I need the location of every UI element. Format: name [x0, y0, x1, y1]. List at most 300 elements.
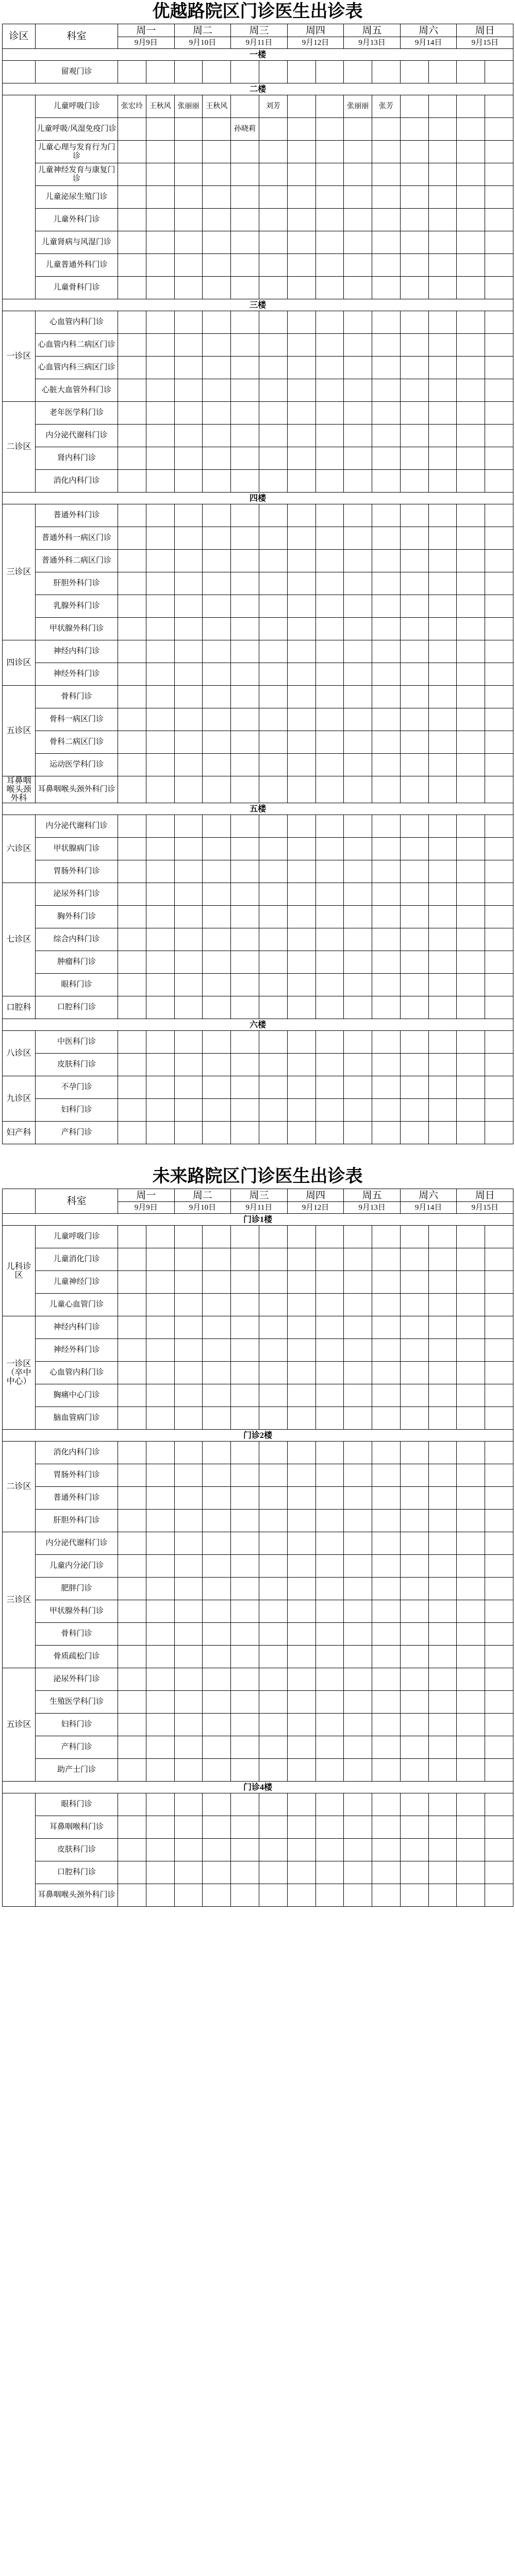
doctor-cell [485, 595, 513, 618]
doctor-cell [457, 754, 485, 776]
doctor-cell [146, 1362, 174, 1384]
dept-cell: 肥胖门诊 [36, 1578, 118, 1600]
doctor-cell [372, 357, 401, 379]
doctor-cell [118, 776, 146, 803]
doctor-cell [174, 163, 203, 186]
doctor-cell [428, 708, 457, 731]
doctor-cell [146, 1861, 174, 1884]
doctor-cell [287, 163, 315, 186]
doctor-cell [428, 572, 457, 595]
doctor-cell [344, 1691, 372, 1714]
doctor-cell [287, 1442, 315, 1464]
table-row [3, 334, 513, 357]
doctor-cell [315, 1226, 344, 1248]
floor-label: 门诊1楼 [3, 1214, 513, 1226]
doctor-cell [457, 1884, 485, 1907]
dept-cell: 内分泌代谢科门诊 [36, 425, 118, 447]
doctor-cell [259, 186, 287, 209]
doctor-cell [457, 572, 485, 595]
doctor-cell [174, 776, 203, 803]
doctor-cell [457, 527, 485, 550]
doctor-cell [203, 141, 231, 163]
doctor-cell [344, 640, 372, 663]
doctor-cell [118, 1884, 146, 1907]
doctor-cell [372, 1316, 401, 1339]
doctor-cell [231, 951, 259, 974]
doctor-cell [287, 838, 315, 860]
doctor-cell [118, 334, 146, 357]
doctor-cell [457, 1099, 485, 1122]
dept-cell: 产科门诊 [36, 1736, 118, 1759]
doctor-cell [485, 776, 513, 803]
doctor-cell [372, 708, 401, 731]
doctor-cell [203, 334, 231, 357]
table-row [3, 402, 513, 425]
doctor-cell [174, 1691, 203, 1714]
doctor-cell [400, 1271, 428, 1294]
doctor-cell [146, 1532, 174, 1555]
doctor-cell [400, 1884, 428, 1907]
doctor-cell [400, 1464, 428, 1487]
zone-cell [3, 95, 36, 299]
doctor-cell [203, 1816, 231, 1839]
doctor-cell [118, 1510, 146, 1532]
table-row [3, 254, 513, 277]
zone-cell: 一诊区（卒中中心） [3, 1316, 36, 1430]
doctor-cell [344, 527, 372, 550]
doctor-cell [315, 95, 344, 118]
doctor-cell [485, 1226, 513, 1248]
doctor-cell [118, 1793, 146, 1816]
doctor-cell [457, 1294, 485, 1316]
doctor-cell [457, 974, 485, 996]
doctor-cell [315, 447, 344, 470]
doctor-cell [344, 1122, 372, 1144]
doctor-cell [146, 776, 174, 803]
dept-cell: 综合内科门诊 [36, 928, 118, 951]
doctor-cell [174, 402, 203, 425]
doctor-cell [118, 1054, 146, 1076]
doctor-cell [344, 277, 372, 299]
doctor-cell [344, 1555, 372, 1578]
doctor-cell [174, 254, 203, 277]
doctor-cell [372, 1464, 401, 1487]
doctor-cell [146, 1623, 174, 1646]
doctor-cell [457, 1555, 485, 1578]
day-header: 周一 [118, 24, 175, 37]
doctor-cell [203, 708, 231, 731]
doctor-cell [118, 1861, 146, 1884]
dept-cell: 儿童消化门诊 [36, 1248, 118, 1271]
dept-cell: 妇科门诊 [36, 1714, 118, 1736]
doctor-cell [372, 815, 401, 838]
zone-cell: 耳鼻咽喉头颈外科 [3, 776, 36, 803]
floor-row [3, 83, 513, 95]
doctor-cell [174, 1031, 203, 1054]
doctor-cell [400, 595, 428, 618]
doctor-cell [203, 1714, 231, 1736]
doctor-cell [118, 550, 146, 572]
doctor-cell [457, 141, 485, 163]
doctor-cell [428, 1623, 457, 1646]
table-row [3, 1442, 513, 1464]
doctor-cell [174, 1464, 203, 1487]
doctor-cell [457, 402, 485, 425]
doctor-cell [344, 186, 372, 209]
schedule-title: 优越路院区门诊医生出诊表 [152, 2, 363, 21]
doctor-cell [259, 1122, 287, 1144]
doctor-cell [287, 1294, 315, 1316]
doctor-cell [203, 974, 231, 996]
doctor-cell [231, 1384, 259, 1407]
doctor-cell [485, 334, 513, 357]
doctor-cell [231, 1271, 259, 1294]
dept-cell: 普通外科门诊 [36, 504, 118, 527]
doctor-cell [428, 425, 457, 447]
table-row [3, 1714, 513, 1736]
doctor-cell [315, 425, 344, 447]
doctor-cell [287, 860, 315, 883]
doctor-cell [118, 1122, 146, 1144]
doctor-cell [315, 1578, 344, 1600]
doctor-cell [146, 1076, 174, 1099]
doctor-cell [287, 504, 315, 527]
doctor-cell [485, 1623, 513, 1646]
doctor-cell [372, 996, 401, 1019]
doctor-cell [259, 1031, 287, 1054]
doctor-cell [315, 1510, 344, 1532]
doctor-cell [118, 1623, 146, 1646]
doctor-cell [203, 1464, 231, 1487]
doctor-cell [259, 1248, 287, 1271]
doctor-cell [118, 254, 146, 277]
table-row [3, 776, 513, 803]
doctor-cell [118, 527, 146, 550]
doctor-cell [344, 379, 372, 402]
doctor-cell [146, 1271, 174, 1294]
doctor-cell [400, 61, 428, 83]
doctor-cell [259, 209, 287, 231]
doctor-cell [428, 118, 457, 141]
doctor-cell [259, 776, 287, 803]
doctor-cell [344, 254, 372, 277]
dept-cell: 儿童心理与发育行为门诊 [36, 141, 118, 163]
doctor-cell [118, 311, 146, 334]
doctor-cell [457, 1248, 485, 1271]
doctor-cell [400, 731, 428, 754]
doctor-cell [315, 1442, 344, 1464]
table-row [3, 1031, 513, 1054]
table-row [3, 974, 513, 996]
doctor-cell [344, 1226, 372, 1248]
table-row [3, 838, 513, 860]
doctor-cell [203, 776, 231, 803]
doctor-cell [457, 209, 485, 231]
doctor-cell [231, 1076, 259, 1099]
doctor-cell [231, 550, 259, 572]
doctor-cell [287, 1691, 315, 1714]
doctor-cell [174, 1076, 203, 1099]
doctor-cell [118, 1384, 146, 1407]
date-cell: 9月15日 [457, 37, 513, 49]
doctor-cell [146, 1294, 174, 1316]
zone-cell: 六诊区 [3, 815, 36, 883]
doctor-cell [203, 1339, 231, 1362]
doctor-cell [457, 1861, 485, 1884]
doctor-cell [174, 1600, 203, 1623]
doctor-cell [457, 1487, 485, 1510]
doctor-cell [457, 1464, 485, 1487]
doctor-cell [287, 1226, 315, 1248]
doctor-cell [344, 1578, 372, 1600]
doctor-cell [146, 357, 174, 379]
header-row [3, 1189, 513, 1202]
doctor-cell [231, 254, 259, 277]
doctor-cell [118, 1691, 146, 1714]
doctor-cell [457, 1384, 485, 1407]
doctor-cell [203, 1578, 231, 1600]
day-header: 周三 [231, 1189, 288, 1202]
table-row [3, 447, 513, 470]
doctor-cell [400, 1407, 428, 1430]
doctor-cell [344, 1714, 372, 1736]
doctor-cell [287, 379, 315, 402]
doctor-cell [400, 883, 428, 906]
dept-cell: 肝胆外科门诊 [36, 572, 118, 595]
doctor-cell [400, 277, 428, 299]
doctor-cell [259, 1646, 287, 1668]
doctor-cell [428, 1339, 457, 1362]
doctor-cell [457, 311, 485, 334]
doctor-cell [118, 815, 146, 838]
dept-cell: 胸痛中心门诊 [36, 1384, 118, 1407]
doctor-cell [315, 1362, 344, 1384]
doctor-cell [400, 1668, 428, 1691]
doctor-cell [372, 1646, 401, 1668]
doctor-cell [174, 379, 203, 402]
doctor-cell [372, 1714, 401, 1736]
doctor-cell [146, 141, 174, 163]
doctor-cell [457, 1226, 485, 1248]
doctor-cell [485, 1555, 513, 1578]
doctor-cell [146, 163, 174, 186]
day-header: 周一 [118, 1189, 175, 1202]
doctor-cell [428, 527, 457, 550]
doctor-cell [457, 550, 485, 572]
doctor-cell [485, 708, 513, 731]
doctor-cell [118, 1442, 146, 1464]
doctor-cell [203, 663, 231, 686]
doctor-cell [174, 1839, 203, 1861]
doctor-cell [428, 1532, 457, 1555]
doctor-cell [400, 951, 428, 974]
dept-cell: 心血管内科门诊 [36, 1362, 118, 1384]
zone-cell: 儿科诊区 [3, 1226, 36, 1316]
doctor-cell [287, 1487, 315, 1510]
table-row [3, 815, 513, 838]
doctor-cell [315, 141, 344, 163]
doctor-cell [400, 141, 428, 163]
doctor-cell [146, 1407, 174, 1430]
table-row [3, 731, 513, 754]
doctor-cell [287, 1407, 315, 1430]
doctor-cell [259, 1407, 287, 1430]
doctor-cell [231, 663, 259, 686]
doctor-cell [315, 618, 344, 640]
doctor-cell [372, 186, 401, 209]
doctor-cell [400, 754, 428, 776]
doctor-cell [315, 277, 344, 299]
doctor-cell [231, 1294, 259, 1316]
dept-cell: 甲状腺外科门诊 [36, 618, 118, 640]
doctor-cell [344, 1510, 372, 1532]
doctor-cell [315, 470, 344, 493]
doctor-cell [428, 1031, 457, 1054]
doctor-cell [315, 883, 344, 906]
doctor-cell [428, 1691, 457, 1714]
doctor-cell [315, 1839, 344, 1861]
doctor-cell [400, 1487, 428, 1510]
doctor-cell [372, 1736, 401, 1759]
doctor-cell [428, 815, 457, 838]
doctor-cell [400, 1054, 428, 1076]
doctor-cell [428, 686, 457, 708]
doctor-cell [457, 1054, 485, 1076]
doctor-cell [118, 379, 146, 402]
doctor-cell [428, 996, 457, 1019]
doctor-cell [315, 1248, 344, 1271]
doctor-cell [174, 731, 203, 754]
doctor-cell [400, 1736, 428, 1759]
doctor-cell [287, 974, 315, 996]
doctor-cell [344, 1668, 372, 1691]
floor-row [3, 49, 513, 61]
doctor-cell [315, 1736, 344, 1759]
doctor-cell [259, 1555, 287, 1578]
doctor-cell [372, 379, 401, 402]
doctor-cell [485, 928, 513, 951]
doctor-cell [118, 186, 146, 209]
doctor-cell [457, 663, 485, 686]
schedule-table [2, 24, 513, 1144]
doctor-cell [457, 860, 485, 883]
doctor-cell [457, 1816, 485, 1839]
doctor-cell [400, 928, 428, 951]
doctor-cell [118, 1532, 146, 1555]
doctor-cell [231, 1714, 259, 1736]
doctor-cell [231, 504, 259, 527]
doctor-cell [485, 1646, 513, 1668]
doctor-cell [344, 815, 372, 838]
doctor-cell [174, 951, 203, 974]
doctor-cell [428, 883, 457, 906]
doctor-cell [485, 1407, 513, 1430]
doctor-cell [259, 470, 287, 493]
doctor-cell [231, 595, 259, 618]
doctor-cell [287, 209, 315, 231]
floor-row [3, 1019, 513, 1031]
doctor-cell [344, 951, 372, 974]
doctor-cell [457, 928, 485, 951]
doctor-cell [428, 1442, 457, 1464]
day-header: 周五 [344, 24, 401, 37]
doctor-cell [372, 1555, 401, 1578]
doctor-cell [146, 663, 174, 686]
doctor-cell [174, 550, 203, 572]
table-row [3, 951, 513, 974]
table-row [3, 618, 513, 640]
doctor-cell [231, 708, 259, 731]
doctor-cell [485, 640, 513, 663]
doctor-cell [231, 1578, 259, 1600]
doctor-cell [428, 838, 457, 860]
doctor-cell [372, 1668, 401, 1691]
doctor-cell [146, 618, 174, 640]
dept-cell: 儿童心血管门诊 [36, 1294, 118, 1316]
floor-row [3, 1430, 513, 1442]
doctor-cell [315, 1759, 344, 1782]
doctor-cell [174, 1487, 203, 1510]
doctor-cell [259, 1271, 287, 1294]
doctor-cell [118, 141, 146, 163]
doctor-cell [287, 1464, 315, 1487]
doctor-cell [315, 550, 344, 572]
doctor-cell [372, 663, 401, 686]
day-header: 周二 [174, 24, 231, 37]
doctor-cell [146, 1736, 174, 1759]
doctor-cell [118, 1031, 146, 1054]
doctor-cell [315, 1407, 344, 1430]
doctor-cell [315, 209, 344, 231]
doctor-cell [428, 1884, 457, 1907]
doctor-cell [400, 504, 428, 527]
table-row [3, 470, 513, 493]
doctor-cell [372, 1076, 401, 1099]
doctor-cell [146, 1122, 174, 1144]
doctor-cell [372, 209, 401, 231]
dept-cell: 神经内科门诊 [36, 1316, 118, 1339]
doctor-cell [118, 974, 146, 996]
doctor-cell [231, 527, 259, 550]
table-row [3, 1646, 513, 1668]
doctor-cell [203, 595, 231, 618]
doctor-cell [259, 1668, 287, 1691]
table-row [3, 425, 513, 447]
doctor-cell [485, 1122, 513, 1144]
table-row [3, 1623, 513, 1646]
dept-cell: 口腔科门诊 [36, 1861, 118, 1884]
doctor-cell [400, 1714, 428, 1736]
doctor-cell [287, 1839, 315, 1861]
doctor-cell [118, 1407, 146, 1430]
doctor-cell [259, 1099, 287, 1122]
zone-header [3, 1189, 36, 1214]
doctor-cell [287, 1736, 315, 1759]
doctor-cell [372, 1691, 401, 1714]
doctor-cell [259, 61, 287, 83]
doctor-cell [315, 1316, 344, 1339]
doctor-cell [146, 277, 174, 299]
doctor-cell [118, 996, 146, 1019]
table-row [3, 1555, 513, 1578]
dept-cell: 普通外科门诊 [36, 1487, 118, 1510]
doctor-cell [259, 1759, 287, 1782]
doctor-cell [428, 1736, 457, 1759]
doctor-cell [372, 231, 401, 254]
doctor-cell [146, 860, 174, 883]
doctor-cell [231, 1248, 259, 1271]
doctor-cell [146, 447, 174, 470]
